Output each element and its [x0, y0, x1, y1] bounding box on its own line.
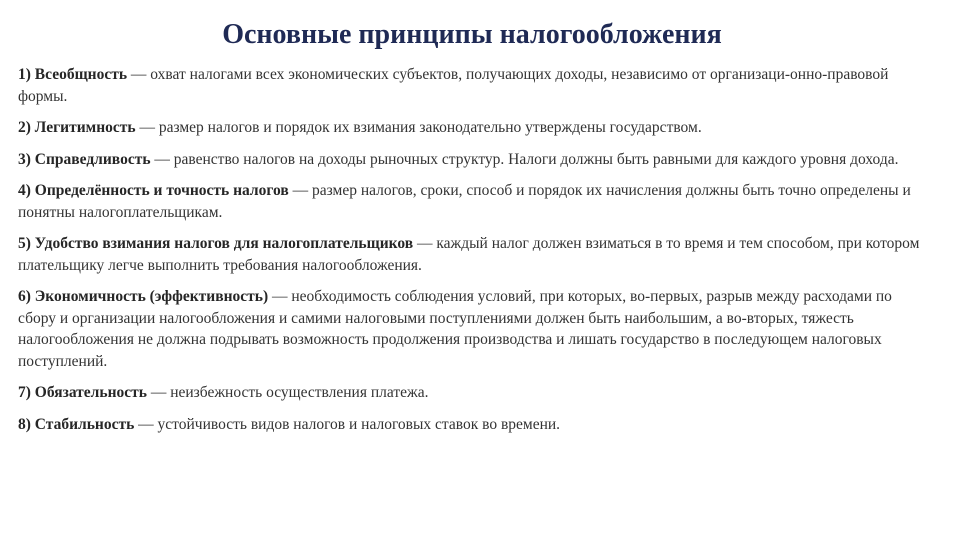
principle-number: 7)	[18, 384, 31, 401]
principle-term: Определённость и точность налогов	[34, 182, 289, 199]
principles-list	[18, 64, 926, 435]
principle-description: — размер налогов, сроки, способ и порядок их начисления должны быть точно определены и понятны налогоплательщикам.	[18, 182, 911, 221]
principle-description: — устойчивость видов налогов и налоговых ставок во времени.	[138, 415, 561, 433]
principle-term: Справедливость	[34, 150, 151, 168]
principle-term: Легитимность	[34, 119, 136, 136]
principle-description: — необходимость соблюдения условий, при которых, во-первых, разрыв между расходами по сбору и организации налогообложения и самими налоговыми поступлениями должен быть наибольшим, а во-вторых, тяжесть налогообложения не должна подрывать возможность продолжения производства и лишать государство в последующем налоговых поступлений.	[18, 288, 892, 370]
principle-item-3	[18, 149, 926, 171]
principle-term: Обязательность	[34, 384, 147, 401]
principle-item-6	[18, 286, 926, 372]
principle-number: 1)	[18, 66, 31, 83]
slide-title: Основные принципы налогообложения	[222, 19, 722, 50]
principle-item-2	[18, 117, 926, 139]
principle-item-1	[18, 64, 926, 107]
principle-number: 4)	[18, 182, 31, 199]
principle-number: 3)	[18, 150, 31, 168]
principle-number: 5)	[18, 235, 31, 252]
principle-description: — охват налогами всех экономических субъектов, получающих доходы, независимо от организаци-онно-правовой формы.	[18, 66, 889, 105]
principle-term: Экономичность (эффективность)	[34, 288, 269, 305]
principle-item-5	[18, 233, 926, 276]
principle-item-7	[18, 382, 926, 404]
principle-term: Всеобщность	[34, 66, 128, 83]
principle-term: Стабильность	[34, 415, 135, 433]
principle-number: 6)	[18, 288, 31, 305]
principle-item-4	[18, 180, 926, 223]
principle-term: Удобство взимания налогов для налогоплательщиков	[34, 235, 414, 252]
principle-description: — неизбежность осуществления платежа.	[150, 384, 429, 401]
principle-description: — равенство налогов на доходы рыночных структур. Налоги должны быть равными для каждого уровня дохода.	[154, 150, 899, 168]
principle-description: — каждый налог должен взиматься в то время и тем способом, при котором плательщику легче выполнить требования налогообложения.	[18, 235, 920, 274]
principle-number: 8)	[18, 415, 31, 433]
principle-item-8	[18, 414, 926, 436]
principle-number: 2)	[18, 119, 31, 136]
principle-description: — размер налогов и порядок их взимания законодательно утверждены государством.	[139, 119, 702, 136]
